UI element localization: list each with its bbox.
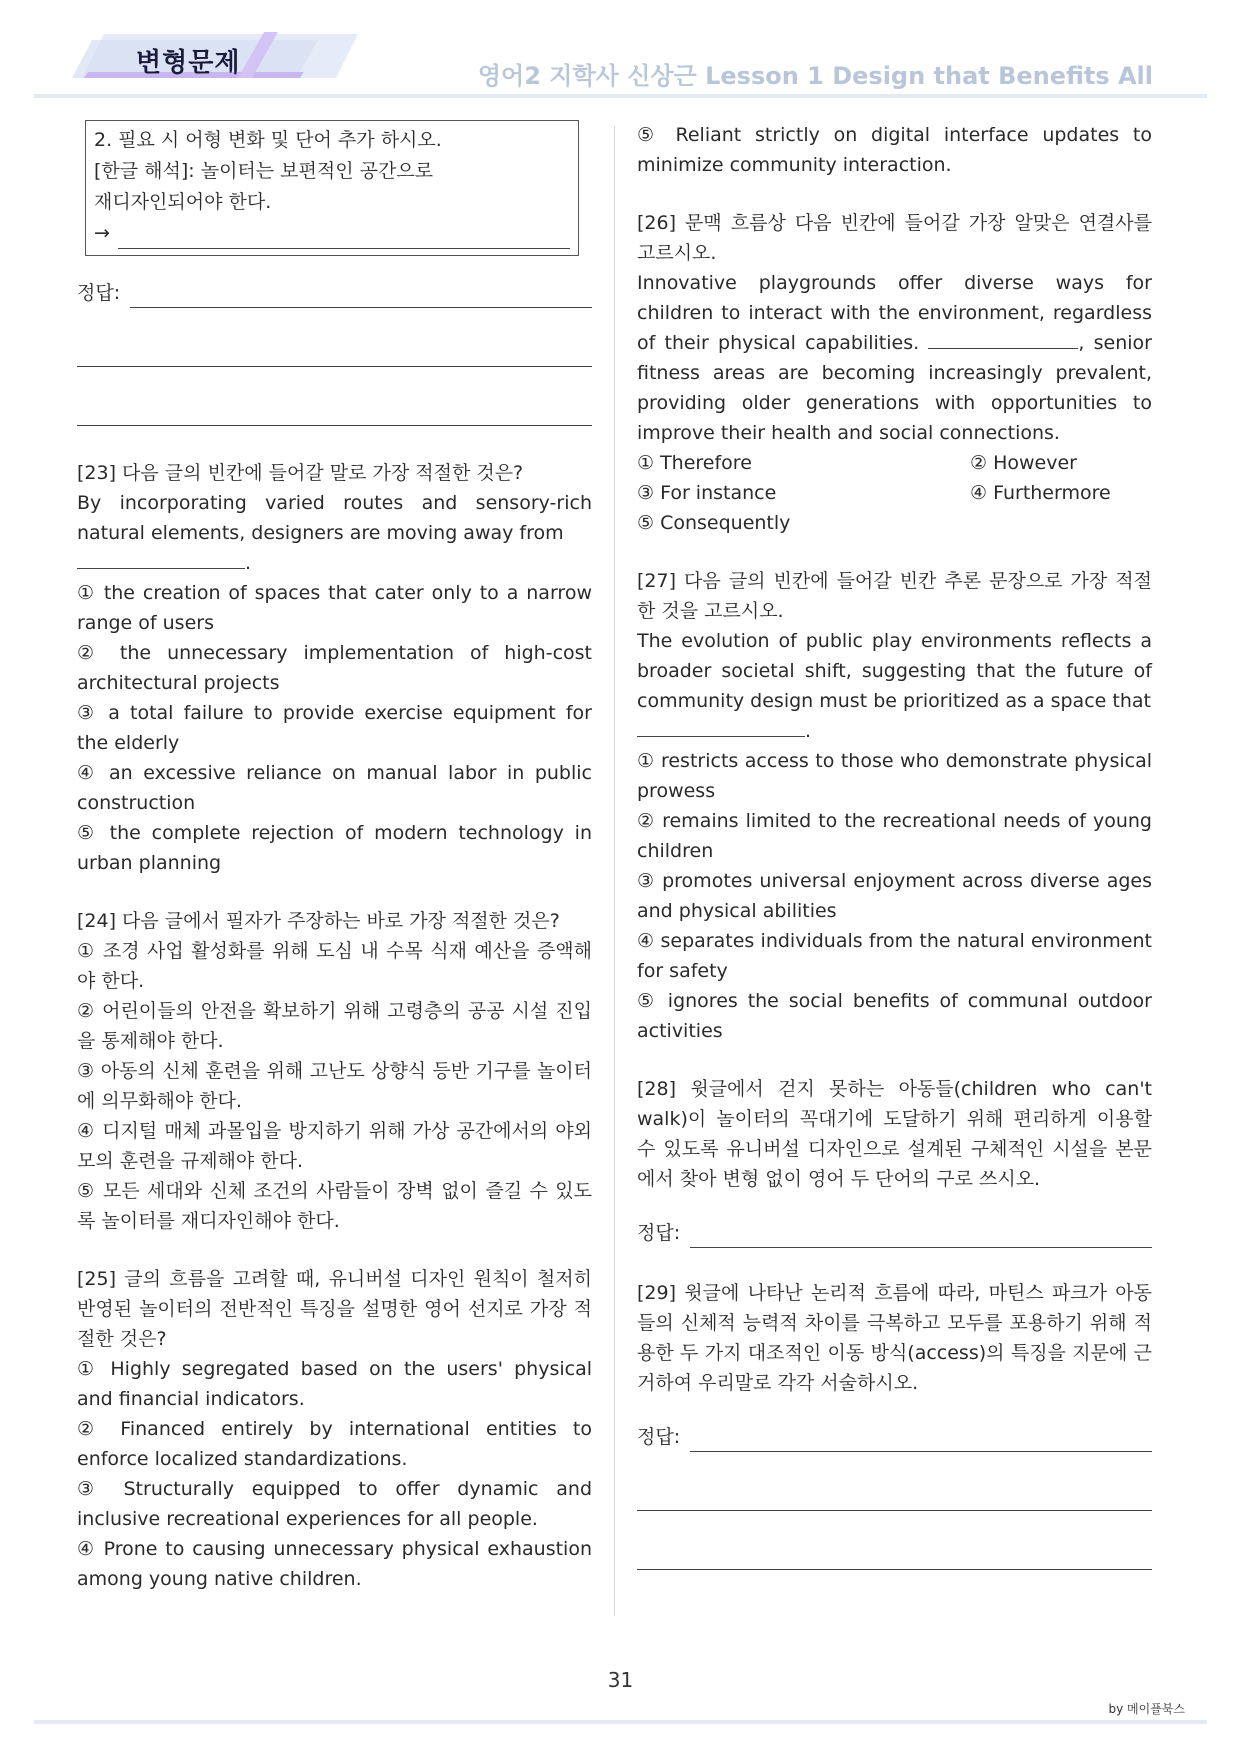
q26-choices (637, 448, 1152, 538)
q23-stem: [23] 다음 글의 빈칸에 들어갈 말로 가장 적절한 것은? (77, 462, 524, 484)
q22-box-line1: 2. 필요 시 어형 변화 및 단어 추가 하시오. (94, 129, 442, 151)
q24-choice-1[interactable]: ① 조경 사업 활성화를 위해 도심 내 수목 식재 예산을 증액해야 한다. (77, 940, 592, 992)
footer-divider (34, 1720, 1207, 1724)
answer-line[interactable] (130, 287, 592, 308)
answer-label: 정답: (637, 1222, 681, 1244)
q23-choice-4[interactable]: ④ an excessive reliance on manual labor in public construction (77, 762, 592, 814)
q23-passage-text: By incorporating varied routes and sensory-rich natural elements, designers are moving away from (77, 492, 592, 544)
q23-period: . (245, 552, 252, 574)
q25-stem: [25] 글의 흐름을 고려할 때, 유니버설 디자인 원칙이 철저히 반영된 놀이터의 전반적인 특징을 설명한 영어 선지로 가장 적절한 것은? (77, 1268, 592, 1350)
q26-passage-a: Innovative playgrounds offer diverse ways for children to interact with the environment, regardless of their physical capabilities. (637, 272, 1152, 354)
answer-line-3[interactable] (637, 1569, 1152, 1570)
q26-passage-b: , senior fitness areas are becoming increasingly prevalent, providing older generations with opportunities to improve their health and social connections. (637, 332, 1152, 444)
q23-choice-3[interactable]: ③ a total failure to provide exercise equipment for the elderly (77, 702, 592, 754)
q23-choice-2[interactable]: ② the unnecessary implementation of high-cost architectural projects (77, 642, 592, 694)
q25-choice-2[interactable]: ② Financed entirely by international entities to enforce localized standardizations. (77, 1418, 592, 1470)
q25-choice-4[interactable]: ④ Prone to causing unnecessary physical exhaustion among young native children. (77, 1538, 592, 1590)
q27-passage-text: The evolution of public play environments reflects a broader societal shift, suggesting that the future of community design must be prioritized as a space that (637, 630, 1152, 712)
arrow-icon: → (94, 222, 110, 244)
q27-passage (637, 626, 1152, 746)
q24-choice-3[interactable]: ③ 아동의 신체 훈련을 위해 고난도 상향식 등반 기구를 놀이터에 의무화해야 한다. (77, 1060, 592, 1112)
q22-answer-blank[interactable] (118, 228, 570, 249)
header-tag-label: 변형문제 (136, 48, 241, 78)
q28-stem: [28] 윗글에서 걷지 못하는 아동들(children who can't walk)이 놀이터의 꼭대기에 도달하기 위해 편리하게 이용할 수 있도록 유니버설 디자인으로 설계된 구체적인 시설을 본문에서 찾아 변형 없이 영어 두 단어의 구로 쓰시오. (637, 1078, 1152, 1190)
q27-choice-3[interactable]: ③ promotes universal enjoyment across diverse ages and physical abilities (637, 870, 1152, 922)
q24-choice-4[interactable]: ④ 디지털 매체 과몰입을 방지하기 위해 가상 공간에서의 야외 모의 훈련을 규제해야 한다. (77, 1120, 592, 1172)
answer-line[interactable] (690, 1431, 1152, 1452)
q24-stem: [24] 다음 글에서 필자가 주장하는 바로 가장 적절한 것은? (77, 910, 560, 932)
q27-blank (637, 718, 805, 737)
q24-choice-2[interactable]: ② 어린이들의 안전을 확보하기 위해 고령층의 공공 시설 진입을 통제해야 한다. (77, 1000, 592, 1052)
header-tag (68, 30, 358, 82)
answer-line[interactable] (690, 1227, 1152, 1248)
q24-choice-5[interactable]: ⑤ 모든 세대와 신체 조건의 사람들이 장벽 없이 즐길 수 있도록 놀이터를 재디자인해야 한다. (77, 1180, 592, 1232)
q25-choice-1[interactable]: ① Highly segregated based on the users' physical and financial indicators. (77, 1358, 592, 1410)
q23-passage (77, 488, 592, 578)
q29-answer-row (637, 1422, 1152, 1452)
answer-line-2[interactable] (77, 366, 592, 367)
q22-instruction-box (85, 120, 579, 256)
q26-passage (637, 268, 1152, 448)
q26-choice-2[interactable]: ② However (970, 452, 1077, 474)
q26-choice-4[interactable]: ④ Furthermore (970, 482, 1111, 504)
q28-answer-row (637, 1218, 1152, 1248)
column-divider (614, 126, 615, 1616)
q22-box-line3: 재디자인되어야 한다. (94, 191, 272, 213)
answer-label: 정답: (637, 1426, 681, 1448)
q27-choice-1[interactable]: ① restricts access to those who demonstrate physical prowess (637, 750, 1152, 802)
q23-choice-1[interactable]: ① the creation of spaces that cater only to a narrow range of users (77, 582, 592, 634)
q26-choice-5[interactable]: ⑤ Consequently (637, 512, 791, 534)
q22-arrow-row (94, 218, 570, 249)
page-number: 31 (607, 1668, 634, 1692)
q26-blank (928, 330, 1078, 349)
publisher-brand: by 메이플북스 (1108, 1702, 1185, 1716)
answer-label: 정답: (77, 282, 121, 304)
left-column (77, 120, 592, 1594)
q23-blank (77, 550, 245, 569)
q27-stem: [27] 다음 글의 빈칸에 들어갈 빈칸 추론 문장으로 가장 적절한 것을 고르시오. (637, 570, 1152, 622)
q22-answer-row (77, 278, 592, 308)
header-title: 영어2 지학사 신상근 Lesson 1 Design that Benefits All (477, 62, 1153, 90)
q26-choice-3[interactable]: ③ For instance (637, 482, 777, 504)
header-divider (34, 94, 1207, 98)
q23-choice-5[interactable]: ⑤ the complete rejection of modern technology in urban planning (77, 822, 592, 874)
q29-stem: [29] 윗글에 나타난 논리적 흐름에 따라, 마틴스 파크가 아동들의 신체적 능력적 차이를 극복하고 모두를 포용하기 위해 적용한 두 가지 대조적인 이동 방식(access)의 특징을 지문에 근거하여 우리말로 각각 서술하시오. (637, 1282, 1152, 1394)
q27-choice-4[interactable]: ④ separates individuals from the natural environment for safety (637, 930, 1152, 982)
right-column (637, 120, 1152, 1570)
q25-choice-3[interactable]: ③ Structurally equipped to offer dynamic and inclusive recreational experiences for all people. (77, 1478, 592, 1530)
q27-period: . (805, 720, 812, 742)
q26-stem: [26] 문맥 흐름상 다음 빈칸에 들어갈 가장 알맞은 연결사를 고르시오. (637, 212, 1152, 264)
q26-choice-1[interactable]: ① Therefore (637, 452, 752, 474)
answer-line-2[interactable] (637, 1510, 1152, 1511)
q27-choice-5[interactable]: ⑤ ignores the social benefits of communal outdoor activities (637, 990, 1152, 1042)
q22-box-line2: [한글 해석]: 놀이터는 보편적인 공간으로 (94, 160, 434, 182)
q27-choice-2[interactable]: ② remains limited to the recreational needs of young children (637, 810, 1152, 862)
q25-choice-5[interactable]: ⑤ Reliant strictly on digital interface updates to minimize community interaction. (637, 124, 1152, 176)
